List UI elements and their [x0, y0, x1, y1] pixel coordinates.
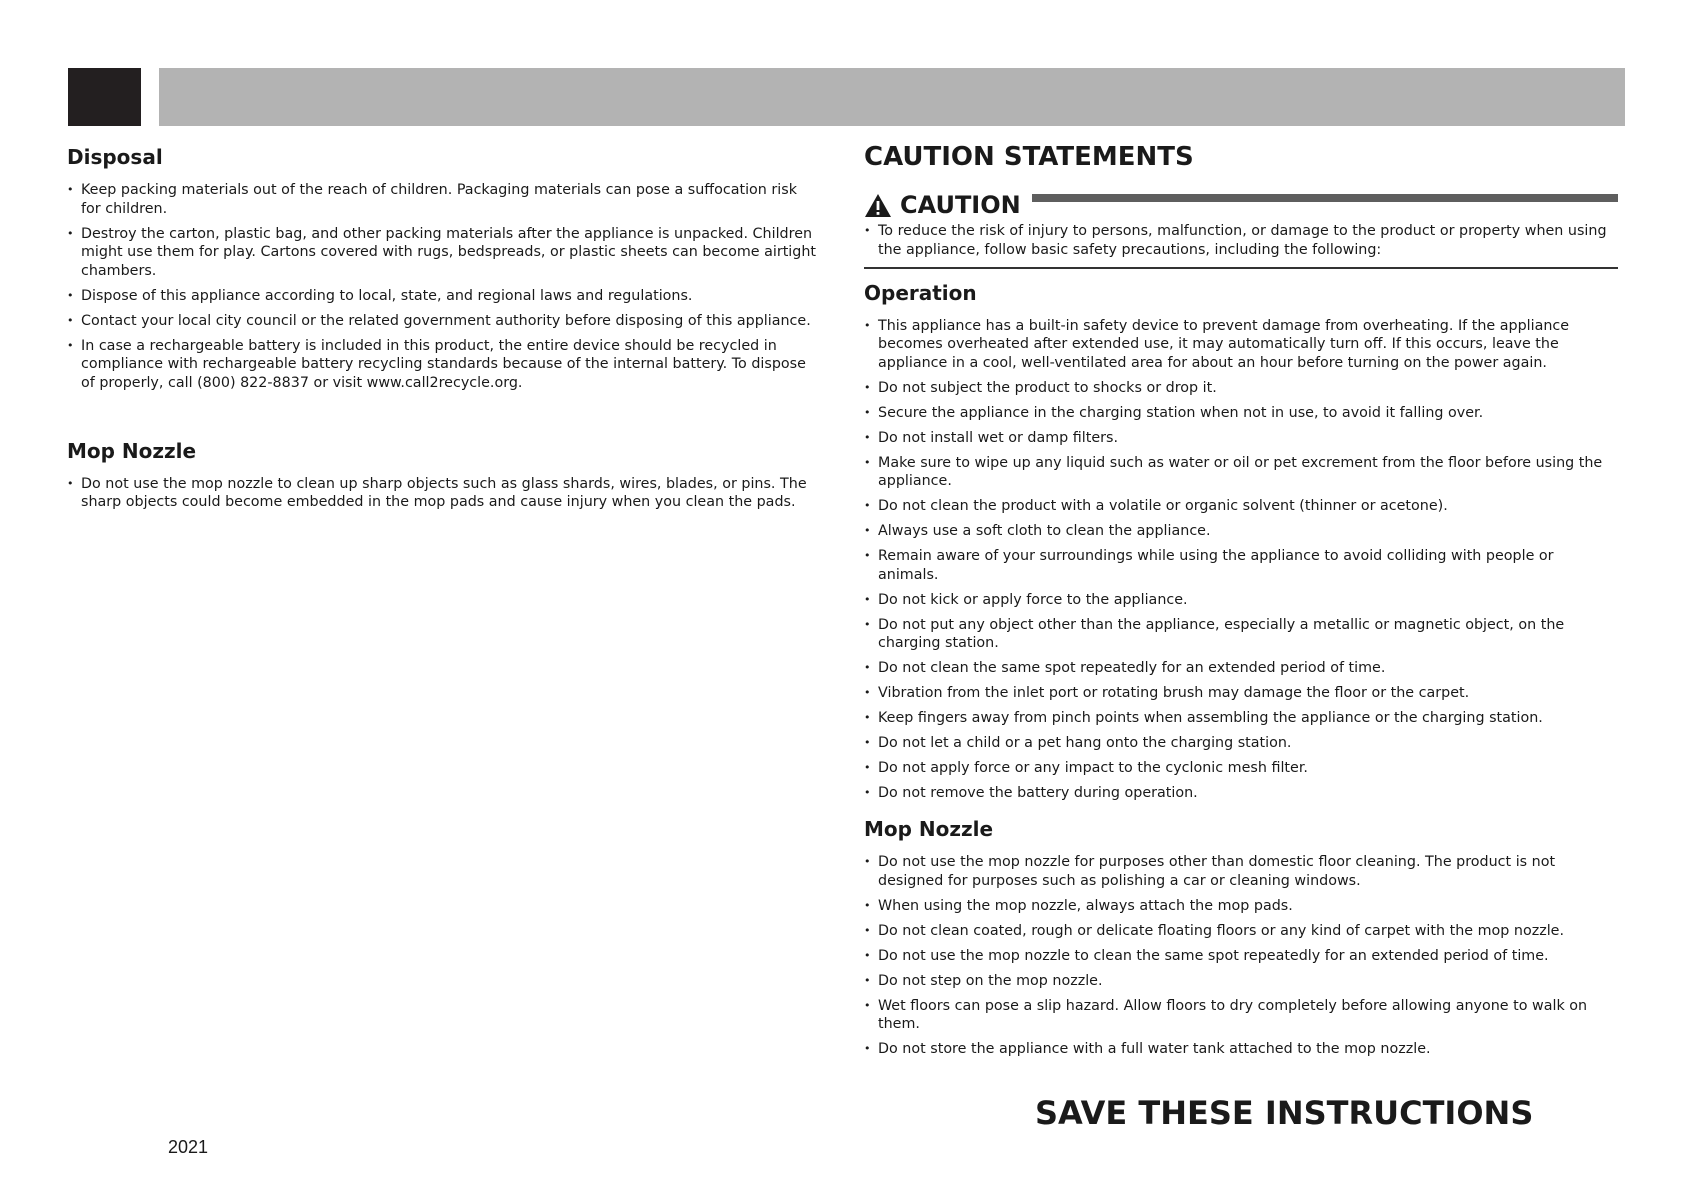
list-item: • Do not subject the product to shocks or drop it. — [864, 379, 1618, 398]
save-instructions: SAVE THESE INSTRUCTIONS — [1035, 1094, 1534, 1132]
list-item: • Contact your local city council or the related government authority before disposing of this appliance. — [67, 312, 819, 331]
disposal-heading: Disposal — [67, 145, 163, 169]
mop-nozzle-list-left — [67, 475, 819, 512]
list-item: • Do not apply force or any impact to the cyclonic mesh filter. — [864, 759, 1618, 778]
year-label: 2021 — [168, 1137, 209, 1157]
caution-statements-title: CAUTION STATEMENTS — [864, 142, 1194, 172]
list-item: • In case a rechargeable battery is included in this product, the entire device should be recycled in compliance with rechargeable battery recycling standards because of the internal battery. To dispose of properly, call (800) 822-8837 or visit www.call2recycle.org. — [67, 337, 819, 393]
mop-nozzle-heading-left: Mop Nozzle — [67, 438, 197, 463]
list-item: • Do not store the appliance with a full water tank attached to the mop nozzle. — [864, 1040, 1618, 1059]
list-item: • Do not clean the same spot repeatedly for an extended period of time. — [864, 659, 1618, 678]
mop-nozzle-list-right — [864, 853, 1618, 1059]
caution-divider — [864, 267, 1618, 269]
list-item: • Make sure to wipe up any liquid such as water or oil or pet excrement from the floor before using the appliance. — [864, 454, 1618, 491]
header-grey-bar — [159, 68, 1625, 126]
list-item: • Do not use the mop nozzle for purposes other than domestic floor cleaning. The product is not designed for purposes such as polishing a car or cleaning windows. — [864, 853, 1618, 890]
list-item: • Do not put any object other than the appliance, especially a metallic or magnetic object, on the charging station. — [864, 616, 1618, 653]
list-item: • This appliance has a built-in safety device to prevent damage from overheating. If the appliance becomes overheated after extended use, it may automatically turn off. If this occurs, leave the appliance in a cool, well-ventilated area for about an hour before turning on the power again. — [864, 317, 1618, 373]
list-item: • When using the mop nozzle, always attach the mop pads. — [864, 897, 1618, 916]
list-item: • Do not kick or apply force to the appliance. — [864, 591, 1618, 610]
list-item: • Destroy the carton, plastic bag, and other packing materials after the appliance is unpacked. Children might use them for play. Cartons covered with rugs, bedspreads, or plastic sheets can become airtight chambers. — [67, 225, 819, 281]
list-item: • Vibration from the inlet port or rotating brush may damage the floor or the carpet. — [864, 684, 1618, 703]
right-column — [864, 140, 1618, 1065]
list-item: • Do not let a child or a pet hang onto the charging station. — [864, 734, 1618, 753]
list-item: • Do not remove the battery during operation. — [864, 784, 1618, 803]
list-item: • Remain aware of your surroundings while using the appliance to avoid colliding with people or animals. — [864, 547, 1618, 584]
list-item: • Do not step on the mop nozzle. — [864, 972, 1618, 991]
list-item: • Dispose of this appliance according to local, state, and regional laws and regulations. — [67, 287, 819, 306]
caution-label-text: CAUTION — [900, 191, 1021, 219]
operation-list — [864, 317, 1618, 803]
caution-intro-text: • To reduce the risk of injury to persons, malfunction, or damage to the product or property when using the appliance, follow basic safety precautions, including the following: — [864, 222, 1618, 259]
list-item: • Keep fingers away from pinch points when assembling the appliance or the charging station. — [864, 709, 1618, 728]
list-item: • Do not clean coated, rough or delicate floating floors or any kind of carpet with the mop nozzle. — [864, 922, 1618, 941]
list-item: • Do not install wet or damp filters. — [864, 429, 1618, 448]
list-item: • Do not use the mop nozzle to clean up sharp objects such as glass shards, wires, blades, or pins. The sharp objects could become embedded in the mop pads and cause injury when you clean the pads. — [67, 475, 819, 512]
list-item: • Keep packing materials out of the reach of children. Packaging materials can pose a suffocation risk for children. — [67, 181, 819, 218]
disposal-list — [67, 181, 819, 392]
operation-heading: Operation — [864, 280, 977, 305]
mop-nozzle-heading-right: Mop Nozzle — [864, 817, 994, 841]
warning-triangle-icon — [864, 193, 892, 218]
list-item: • Secure the appliance in the charging station when not in use, to avoid it falling over. — [864, 404, 1618, 423]
left-column — [67, 143, 819, 518]
list-item: • Do not use the mop nozzle to clean the same spot repeatedly for an extended period of time. — [864, 947, 1618, 966]
list-item: • Wet floors can pose a slip hazard. Allow floors to dry completely before allowing anyone to walk on them. — [864, 997, 1618, 1034]
header-black-block — [68, 68, 141, 126]
caution-label — [864, 188, 1021, 222]
caution-intro-list — [864, 222, 1618, 259]
list-item: • Do not clean the product with a volatile or organic solvent (thinner or acetone). — [864, 497, 1618, 516]
list-item: • Always use a soft cloth to clean the appliance. — [864, 522, 1618, 541]
caution-bar — [1032, 194, 1618, 202]
caution-header — [864, 188, 1618, 222]
